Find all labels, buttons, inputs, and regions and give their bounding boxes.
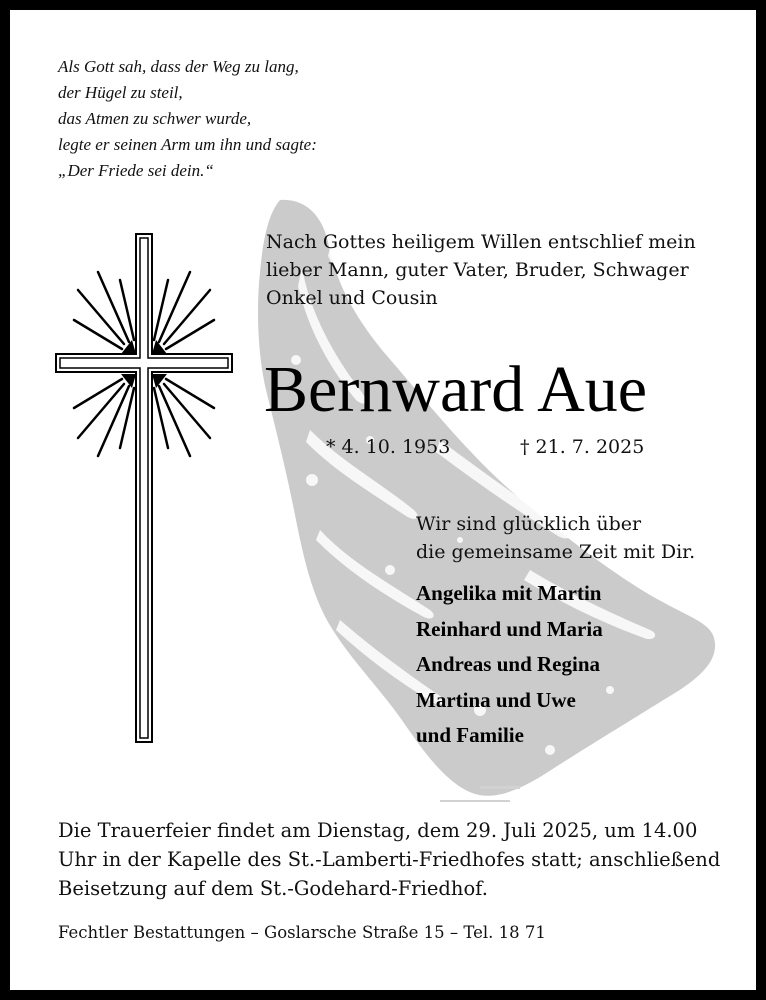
poem-line: Als Gott sah, dass der Weg zu lang, [58,57,299,76]
family-list [416,576,603,754]
funeral-line: Beisetzung auf dem St.-Godehard-Friedhof. [58,877,488,900]
family-member: Martina und Uwe [416,687,576,712]
grateful-text [416,510,695,566]
poem-line: das Atmen zu schwer wurde, [58,109,252,128]
poem-line: der Hügel zu steil, [58,83,183,102]
cross-icon [54,232,234,744]
poem [58,54,317,184]
intro-line: Nach Gottes heiligem Willen entschlief mein [266,231,696,253]
funeral-home-footer: Fechtler Bestattungen – Goslarsche Straße 15 – Tel. 18 71 [58,923,546,942]
poem-line: „Der Friede sei dein.“ [58,161,214,180]
intro-text [266,228,696,312]
funeral-line: Uhr in der Kapelle des St.-Lamberti-Friedhofes statt; anschließend [58,848,721,871]
poem-line: legte er seinen Arm um ihn und sagte: [58,135,317,154]
family-member: Andreas und Regina [416,652,600,676]
funeral-line: Die Trauerfeier findet am Dienstag, dem 29. Juli 2025, um 14.00 [58,819,698,842]
obituary-notice [10,10,756,990]
family-member: und Familie [416,723,524,747]
grateful-line: Wir sind glücklich über [416,513,642,535]
birth-date: * 4. 10. 1953 [326,436,451,458]
intro-line: Onkel und Cousin [266,287,438,309]
family-member: Reinhard und Maria [416,616,603,641]
death-date: † 21. 7. 2025 [520,436,645,458]
intro-line: lieber Mann, guter Vater, Bruder, Schwager [266,259,689,281]
deceased-name: Bernward Aue [264,353,648,426]
grateful-line: die gemeinsame Zeit mit Dir. [416,541,696,563]
family-member: Angelika mit Martin [416,581,602,605]
funeral-info [58,816,720,903]
